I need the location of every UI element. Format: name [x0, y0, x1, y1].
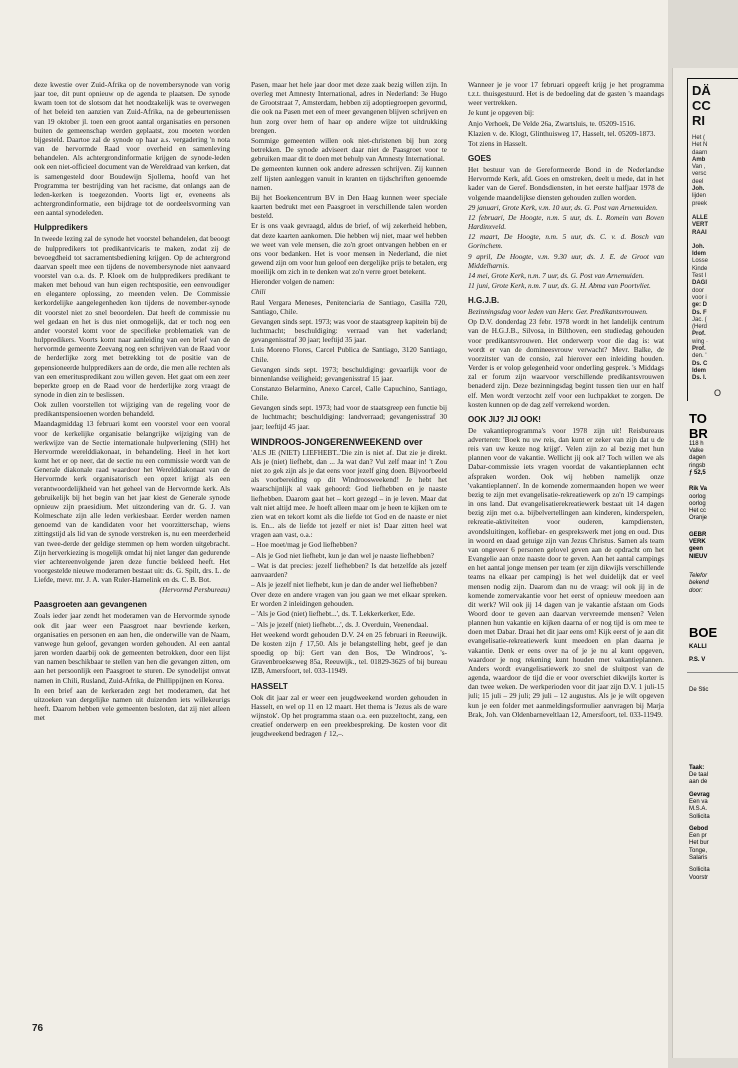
- ad-line: 118 h: [689, 440, 704, 447]
- box-line: Van ,: [692, 164, 706, 171]
- country-label: Chili: [251, 287, 266, 297]
- ad-line: oorlog: [689, 493, 706, 500]
- box-line: Ds. C: [692, 360, 708, 367]
- article-intro: deze kwestie over Zuid-Afrika op de novembersynode van vorig jaar toe, dit punt opnieuw op de agenda te plaatsen. De synode kwam toen tot de slotsom dat het noodzakelijk was te overwegen of het beleid ten aanzien van Zuid-Afrika, na de gebeurtenissen van 19 oktober jl. toen een groot aantal organisaties en personen buiten de gemeenschap werden geplaatst, zou moeten worden bijgesteld. Daartoe zal de synode op haar a.s. vergadering 'n nota van de hervormde Raad voor overheid en samenleving behandelen. Als achtergrondinformatie krijgen de synode-leden ook een niet-officieel document van de Wereldraad van kerken, dat is samengesteld door Boudewijn Sjollema, hoofd van het Programma ter bestrijding van het racisme, dat onlangs aan de leden-kerken is toegezonden. Voorts ligt er, eveneens als achtergrondinformatie, een bijdrage tot de oordeelsvorming van een aantal synodeleden.: [34, 80, 230, 218]
- ad-line: Valke: [689, 448, 704, 455]
- ad-line: De taal: [689, 772, 709, 779]
- divider: [687, 672, 738, 673]
- ad-line: Gevrag: [689, 791, 710, 798]
- box-line: Losse: [692, 258, 709, 265]
- ad-heading-line: BOE: [689, 624, 718, 640]
- box-line: den. ': [692, 353, 707, 360]
- box-line: Ds. I.: [692, 375, 707, 382]
- paragraph: Tot ziens in Hasselt.: [468, 138, 528, 148]
- ad-line: P.S. V: [689, 657, 706, 664]
- box-line: DAGI: [692, 280, 707, 287]
- paragraph: Hieronder volgen de namen:: [251, 277, 335, 287]
- box-line: Prof.: [692, 346, 706, 353]
- paragraph: Het weekend wordt gehouden D.V. 24 en 25 februari in Reeuwijk. De kosten zijn ƒ 17,50. Als je belangstelling hebt, geef je dan spoedig op bij: Gert van den Bos, 'De Windroos', 's-Gravenbroekseweg 85a, Reeuwijk., tel. 01829-3625 of bij bureau IZB, Amersfoort, tel. 033-11949.: [251, 629, 447, 676]
- paragraph: Sommige gemeenten willen ook niet-christenen bij hun zorg betrekken. De synode adviseert daar niet de Paasgroet voor te gebruiken maar dit te doen met behulp van Amnesty International.: [251, 135, 447, 164]
- ad-line: Sollicita: [689, 867, 710, 874]
- ad-line: bekend: [689, 580, 709, 587]
- box-line: daarn: [692, 149, 708, 156]
- ad-line: ringsb: [689, 462, 706, 469]
- question: – Wat is dat precies: jezelf liefhebben? Is dat hetzelfde als jezelf aanvaarden?: [251, 560, 447, 579]
- page-number: 76: [32, 1023, 44, 1034]
- box-line: wing ·: [692, 338, 709, 345]
- box-line: Idem: [692, 251, 707, 258]
- contact: Anjo Verhoek, De Velde 26a, Zwartsluis, te. 05209-1516.: [468, 118, 636, 128]
- ad-line: Telefor: [689, 572, 708, 579]
- prisoner-address: Constanzo Belarmino, Anexo Carcel, Calle Capuchino, Santiago, Chile.: [251, 384, 447, 403]
- paragraph: In tweede lezing zal de synode het voorstel behandelen, dat beoogt de hulppredikers tot predikantvicaris te maken, zodat zij de bevoegdheid tot sacramentsbediening krijgen. Op de achtergrond daarvan speelt mee een tijdens de novembersynode niet aanvaard voorstel van o.a. ds. P. Kloek om de hulppredikers predikant te maken met behoud van hun eigen rechtspositie, een eenvoudiger en elegantere oplossing, zo meenden velen. De Commissie kerkordelijke aangelegenheden kon tijdens de november-synode dit voorstel niet zo snel beoordelen. Dat heeft de commissie nu wel gedaan en het is dus niet onmogelijk, dat er toch nog een ander voorstel komt voor de specifieke problematiek van de hulppredikers. Voorts komt naar aanleiding van een brief van de hervormde gemeente Zeevang nog een schrijven van de Raad voor de herderlijke zorg met betrekking tot de positie van de gepensioneerde hulppredikers aan de orde, die men alle rechten als van een emerituspredikant zou willen geven. Het gaat om een zeer beperkte groep en de Raad voor de herderlijke zorg vraagt de synode in dien zin te beslissen.: [34, 234, 230, 399]
- column-3: [468, 80, 664, 1030]
- box-line: preek: [692, 200, 708, 207]
- box-foot: O: [713, 387, 721, 398]
- box-line: Jac. (: [692, 316, 707, 323]
- box-line: Test I: [692, 273, 707, 280]
- facing-ad: [689, 411, 738, 595]
- prisoner-info: Gevangen sinds sept. 1973; had voor de staatsgreep een functie bij de luchtmacht; beschuldiging: landverraad; gevangenisstraf 30 jaar; leeftijd 45 jaar.: [251, 403, 447, 431]
- ad-line: dagen: [689, 455, 706, 462]
- box-heading-line: CC: [692, 98, 711, 113]
- facing-box: [687, 78, 738, 401]
- paragraph: Op D.V. donderdag 23 febr. 1978 wordt in het landelijk centrum van de H.G.J.B., Silvosa, in Bilthoven, een studiedag gehouden voor predikantsvrouwen. Het onderwerp voor die dag is: wat wordt er van de domineesvrouw verwacht? Mevr. Balke, de voorzitster van de consio, zal hierover een inleiding houden. Verder is er volop gelegenheid voor onderling gesprek. 's Middags zal er forum zijn waarvoor verschillende predikantsvrouwen benaderd zijn. Deze bezinningsdag begint tussen tien uur en half elf. Men wordt verzocht zelf voor een luchpakket te zorgen. De kosten kunnen op de dag zelf verrekend worden.: [468, 317, 664, 409]
- paragraph: Er is ons vaak gevraagd, aldus de brief, of wij zekerheid hebben, dat deze kaarten aankomen. Die hebben wij niet, maar wel hebben we weet van vele mensen, die zo'n groet ontvangen hebben en er ons voor bedanken. Het is voor mensen in Nederland, die niet gewend zijn om voor hun geloof een dergelijke prijs te betalen, erg moeilijk om zich in te denken wat zo'n verre groet betekent.: [251, 221, 447, 277]
- ad-line: KALLI: [689, 643, 707, 650]
- question: – Als je jezelf niet liefhebt, kun je dan de ander wel liefhebben?: [251, 579, 438, 589]
- paragraph: Pasen, maar het hele jaar door met deze zaak bezig willen zijn. In overleg met Amnesty International, adres in Nederland: 3e Hugo de Grootstraat 7, Amsterdam, hebben zij adoptiegroepen gevormd, die ook na Pasen met een of meer gevangenen blijven schrijven en hun zorg over hem of haar op andere wijze tot uitdrukking brengen.: [251, 80, 447, 135]
- box-line: RAAI: [692, 229, 707, 236]
- column-2: [251, 80, 447, 1030]
- ad-line: Tonge,: [689, 847, 708, 854]
- box-line: versc: [692, 171, 707, 178]
- ad-line: Taak:: [689, 764, 705, 771]
- facing-page-edge: [672, 68, 738, 1058]
- paragraph: Je kunt je opgeven bij:: [468, 108, 535, 118]
- ad-line: oorlog: [689, 500, 706, 507]
- facing-ad-3: [689, 687, 738, 694]
- ad-heading-line: BR: [689, 425, 708, 441]
- heading-paasgroeten: Paasgroeten aan gevangenen: [34, 600, 147, 610]
- ad-line: De Stic: [689, 687, 709, 694]
- ad-line: Voorstr: [689, 874, 709, 881]
- box-line: deel: [692, 178, 704, 185]
- ad-line: Rik Va: [689, 486, 708, 493]
- ad-line: ƒ 52,5: [689, 469, 706, 476]
- paragraph: Ook zullen voorstellen tot wijziging van de regeling voor de predikantspensioenen worden behandeld.: [34, 400, 230, 419]
- ad-line: Salaris: [689, 855, 708, 861]
- paragraph: 'ALS JE (NIET) LIEFHEBT..'Die zin is niet af. Dat zie je direkt. Als je (niet) liefhebt, dan ... Ja wat dan? Vul zelf maar in! 't Zou niet zo gek zijn als je dat eens voor jezelf ging doen. Bijvoorbeeld als voorbereiding op dit Windroosweekend! Je hebt het waarschijnlijk al vaak gehoord: God liefhebben en je naaste liefhebben. Daarom gaat het – kort gezegd – in je leven. Maar dat valt niet altijd mee. Je hoeft alleen maar om je heen te kijken om te zien wat en tekort komt als die liefde tot God en de naaste er niet is. En... als de liefde tot jezelf er niet is! Daar zitten heel wat vragen aan vast, o.a.:: [251, 447, 447, 540]
- paragraph: Maandagmiddag 13 februari komt een voorstel voor een vooral voor de kerkelijke organisatie belangrijke wijziging van de werkwijze van de Sectie internationale hulpverlening (SIH) het Hervormde werelddiakonaat, in behandeling. Heel in het kort komt het er op neer, dat de sectie nu een commissie wordt van de Generale diakonale raad waardoor het Werelddiakonaat van de Hervormde kerk organisatorisch een opzet krijgt als een verantwoordelijkheid van het geheel van de Hervormde kerk. Als gebruikelijk bij het begin van het jaar kiest de Generale synode opnieuw zijn praesidium. Met uitzondering van dr. G. J. van Kolmeschate zijn alle leden verkiesbaar. Eerder werden namen genoemd van de kandidaten voor het voorzitterschap, wiens zittingstijd als lid van de synode verstreken is, nu een meerderheid van twee-derde der geldige stemmen op hem worden uitgebracht. Zijn herverkiezing is mogelijk omdat hij niet langer dan gedurende vier achtereenvolgende jaren deze functie bekleed heeft. Het voorgestelde nieuwe moderamen bestaat uit: ds. G. Spilt, drs. L. de Liefde, mevr. mr. J. A. van Ruler-Hamelink en ds. C. B. Bot.: [34, 419, 230, 585]
- column-1: [34, 80, 230, 1030]
- question: – Hoe moet/mag je God liefhebben?: [251, 540, 357, 550]
- heading-hasselt: HASSELT: [251, 681, 288, 691]
- heading-hgjb: H.G.J.B.: [468, 296, 500, 306]
- ad-line: M.S.A.: [689, 806, 708, 813]
- heading-windroos: WINDROOS-JONGERENWEEKEND over: [251, 436, 423, 447]
- ad-line: Het bur: [689, 840, 709, 847]
- paragraph: Ook dit jaar zal er weer een jeugdweekend worden gehouden in Hasselt, en wel op 11 en 12 maart. Het thema is 'Jezus als de ware wijnstok'. Op het programma staan o.a. een puzzeltocht, zang, een creatief onderwerp en een preekbespreking. De kosten voor dit jeugdweekend bedragen ƒ 12,–.: [251, 692, 447, 739]
- box-line: Kinde: [692, 265, 708, 272]
- paragraph: In een brief aan de kerkeraden zegt het moderamen, dat het uitzoeken van dergelijke namen uit duizenden iets willekeurigs heeft. Daarom hebben vele gemeenten besloten, dat zij niet alleen met: [34, 685, 230, 723]
- ad-line: Een va: [689, 798, 708, 805]
- contact: Klazien v. de. Klogt, Glinthuisweg 17, Hasselt, tel. 05209-1873.: [468, 128, 656, 138]
- paragraph: De gemeenten kunnen ook andere adressen schrijven. Zij kunnen zelf lijsten aanleggen vanuit in kranten en tijdschriften genoemde namen.: [251, 164, 447, 192]
- service-date: 11 juni, Grote Kerk, n.m. 7 uur, ds. G. H. Abma van Poortvliet.: [468, 280, 651, 290]
- box-line: Prof.: [692, 331, 706, 338]
- talk: – 'Als je jezelf (niet) liefhebt...', ds. J. Overduin, Veenendaal.: [251, 619, 429, 629]
- box-line: door: [692, 287, 705, 294]
- box-line: VERT: [692, 222, 709, 229]
- box-line: Idem: [692, 367, 707, 374]
- box-line: Joh.: [692, 243, 705, 250]
- ad-line: Een pr: [689, 833, 707, 840]
- prisoner-info: Gevangen sinds sept. 1973; beschuldiging: gevaarlijk voor de binnenlandse veiligheid; gevangenisstraf 15 jaar.: [251, 364, 447, 383]
- heading-goes: GOES: [468, 154, 492, 164]
- service-date: 12 februari, De Hoogte, n.m. 5 uur, ds. L. Romein van Boven Hardinxveld.: [468, 212, 664, 232]
- box-heading-line: RI: [692, 113, 705, 128]
- subheading: Bezinningsdag voor leden van Herv. Ger. Predikantsvrouwen.: [468, 307, 648, 317]
- service-date: 14 mei, Grote Kerk, n.m. 7 uur, ds. G. Post van Arnemuiden.: [468, 270, 645, 280]
- paragraph: Bij het Boekencentrum BV in Den Haag kunnen weer speciale kaarten bedrukt met een Paasgroet in verschillende talen worden besteld.: [251, 192, 447, 221]
- question: – Als je God niet liefhebt, kun je dan wel je naaste liefhebben?: [251, 550, 434, 560]
- ad-line: Het cc: [689, 508, 707, 515]
- service-date: 29 januari, Grote Kerk, v.m. 10 uur, ds. G. Post van Arnemuiden.: [468, 202, 658, 212]
- box-line: Het N: [692, 142, 708, 149]
- ad-line: door:: [689, 587, 703, 594]
- ad-line: Sollicita: [689, 813, 710, 820]
- service-date: 12 maart, De Hoogte, n.m. 5 uur, ds. C. v. d. Bosch van Gorinchem.: [468, 232, 664, 251]
- paragraph: Wanneer je je voor 17 februari opgeeft krijg je het programma t.z.t. thuisgestuurd. Het is de bedoeling dat de gasten 's maandags weer vertrekken.: [468, 80, 664, 108]
- paragraph: Het bestuur van de Gereformeerde Bond in de Nederlandse Hervormde Kerk, afd. Goes en omstreken, deelt u mede, dat in het kader van de Geref. Bondsdiensten, in het eerste halfjaar 1978 de volgende maandelijkse diensten gehouden zullen worden.: [468, 165, 664, 202]
- box-line: (Herd: [692, 324, 708, 331]
- paragraph: Zoals ieder jaar zendt het moderamen van de Hervormde synode ook dit jaar weer een Paasgroet naar bevriende kerken, organisaties en personen en aan hen, die onderwille van de Naam, vanwege hun geloof, gevangen worden gehouden. Al een aantal jaren worden daarbij ook de gemeenten betrokken, door een lijst van namen beschikbaar te stellen van hen die gevangen zitten, om aan het persoonlijk een Paasgroet te sturen. De synodelijst omvat namen in Chili, Rusland, Zuid-Afrika, de Phillippijnen en Korea.: [34, 611, 230, 685]
- box-line: Het (: [692, 135, 706, 141]
- box-line: Joh.: [692, 186, 705, 193]
- box-heading-line: DÄ: [692, 83, 711, 98]
- ad-line: geen: [689, 546, 704, 553]
- heading-hulppredikers: Hulppredikers: [34, 223, 88, 233]
- box-line: Ds. F: [692, 309, 707, 316]
- ad-heading-line: TO: [689, 410, 707, 426]
- box-line: ALLE: [692, 214, 708, 221]
- box-line: Amb: [692, 156, 706, 163]
- prisoner-info: Gevangen sinds sept. 1973; was voor de staatsgreep kapitein bij de luchtmacht; beschuldiging: verraad van het vaderland; gevangenisstraf 30 jaar; leeftijd 35 jaar.: [251, 316, 447, 345]
- ad-line: NIEUV: [689, 553, 708, 560]
- facing-ad-2: [689, 625, 738, 665]
- ad-line: Oranje: [689, 515, 708, 522]
- box-line: ge: D: [692, 302, 707, 309]
- box-line: lijden: [692, 193, 707, 200]
- heading-ook-jij: OOK JIJ? JIJ OOK!: [468, 414, 541, 424]
- prisoner-address: Luis Moreno Flores, Carcel Publica de Santiago, 3120 Santiago, Chile.: [251, 345, 447, 364]
- ad-line: GEBR: [689, 531, 707, 538]
- box-line: voor i: [692, 294, 707, 301]
- paragraph: De vakantieprogramma's voor 1978 zijn uit! Reisbureaus adverteren: 'Boek nu uw reis, dan kunt er zeker van zijn dat u de reis van uw keuze nog krijgt'. Velen zijn zo al bezig met hun plannen voor de vakantie. Wellicht jij ook al? Toch willen we als Dabar-commissie iets vragen voordat de vakantieplannen echt afspraken worden. Ook wij hebben namelijk onze 'vakantieplannen'. In de komende zomermaanden hopen we weer bezig te zijn met evangelisatie-rekreatiewerk op zo'n 19 campings in ons land. Dat evangelisatierekreatiewerk bestaat uit 14 dagen bezig zijn met o.a. bijbelvertellingen aan kinderen, kinderspelen, rekreatie-aktiviteiten voor ouderen, kampdiensten, avondsluitingen, koffiebar- en gesprekswerk met jong en oud. Dus in woord en daad getuige zijn van Jezus Christus. Samen als team van ongeveer 6 personen gelovel geven aan de opdracht om het Evangelie aan onze naaste door te geven. Aan het aantal campings en het aantal jonge mensen per team (er zijn dikwijls verschillende teams na elkaar per camping) is het wel duidelijk dat er veel mensen nodig zijn. Daarom dan nu de vraag: wil ook jij in de komende zomervakantie voor het eerst of opnieuw meedoen aan dit werk? Wil ook jij 14 dagen van je vakantie afstaan om Gods Woord door te geven aan daarvan vervreemde mensen? Velen plannen hun vakantie en kijken daarna of er nog tijd is om mee te doen met Dabar. Draai het dit jaar eens om! Kijk eerst of je aan dit evangelisatie-rekreatiewerk kunt meedoen en plan daarna je vakantie. Denk er eens over na of je je nu al kunt opgeven, waardoor je nog rekening kunt houden met vakantieplannen. Anders wordt evangelisatiewerk zo snel de sluitpost van de agenda, waardoor de tijd die er voor overschiet dikwijls korter is dan twee weken. De werkperioden voor dit jaar zijn D.V. 1 juli-15 juli; 15 juli – 29 juli; 29 juli – 12 augustus. Als je je wilt opgeven kun je een folder met aanmeldingsformulier aanvragen bij Marja Brak, Joh. van Oldenbarneveltlaan 12, Amersfoort, tel. 033-11949.: [468, 425, 664, 719]
- ad-line: Gebod: [689, 825, 708, 832]
- prisoner-address: Raul Vergara Meneses, Penitenciaria de Santiago, Casilla 720, Santiago, Chile.: [251, 297, 447, 316]
- ad-line: VERK: [689, 539, 706, 546]
- signature: (Hervormd Persbureau): [159, 585, 230, 595]
- talk: – 'Als je God (niet) liefhebt...', ds. T. Lekkerkerker, Ede.: [251, 609, 415, 619]
- paragraph: Over deze en andere vragen van jou gaan we met elkaar spreken. Er worden 2 inleidingen gehouden.: [251, 590, 447, 609]
- ad-line: aan de: [689, 779, 708, 786]
- facing-ad-4: [689, 765, 738, 882]
- service-date: 9 april, De Hoogte, v.m. 9.30 uur, ds. J. E. de Groot van Middelharnis.: [468, 251, 664, 270]
